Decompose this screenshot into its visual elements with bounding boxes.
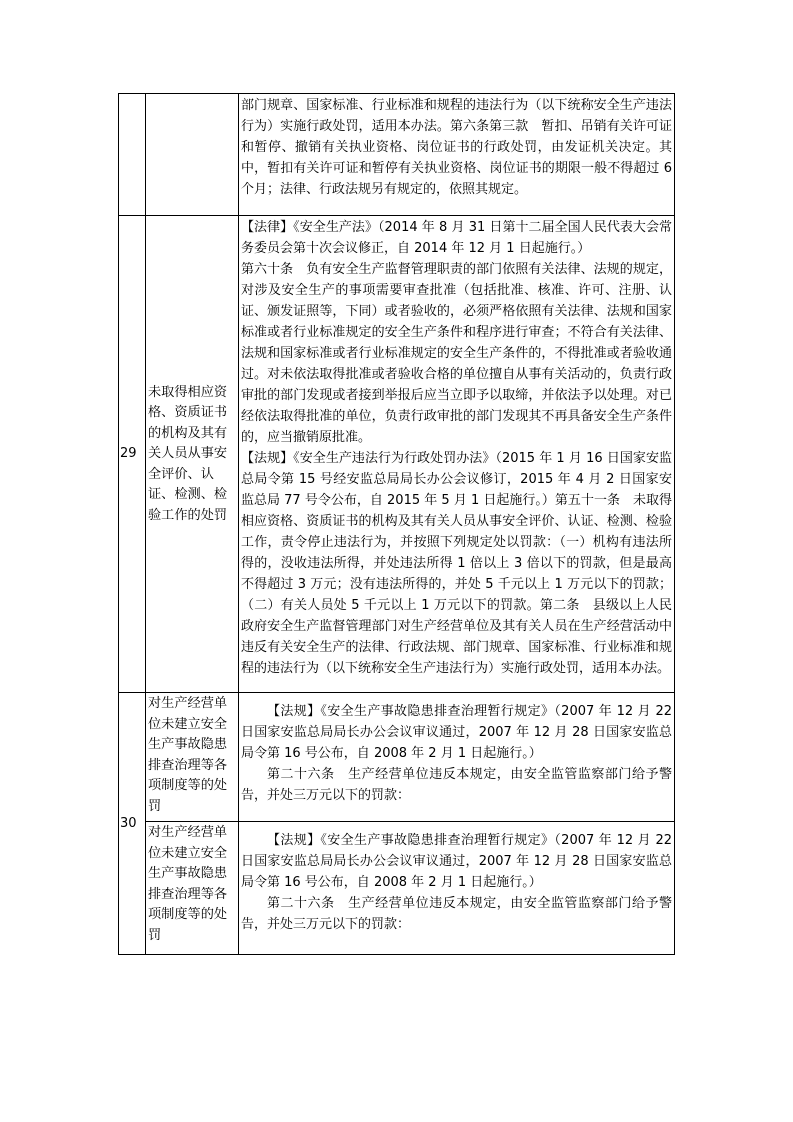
table-row (119, 94, 675, 216)
legal-basis-cell (239, 94, 675, 216)
legal-paragraph: 第二十六条 生产经营单位违反本规定，由安全监管监察部门给予警告，并处三万元以下的罚款： (241, 767, 672, 803)
penalty-table (118, 93, 675, 955)
legal-basis-cell (239, 216, 675, 693)
item-name-cell (146, 94, 239, 216)
legal-basis-cell (239, 693, 675, 822)
table-row (119, 216, 675, 693)
row-number-cell: 29 (119, 216, 146, 693)
item-name-cell: 未取得相应资格、资质证书的机构及其有关人员从事安全评价、认证、检测、检验工作的处罚 (146, 216, 239, 693)
row-number-cell: 30 (119, 693, 146, 955)
item-name-cell: 对生产经营单位未建立安全生产事故隐患排查治理等各项制度等的处罚 (146, 693, 239, 822)
item-name-cell: 对生产经营单位未建立安全生产事故隐患排查治理等各项制度等的处罚 (146, 822, 239, 955)
legal-paragraph: 第六十条 负有安全生产监督管理职责的部门依照有关法律、法规的规定，对涉及安全生产的事项需要审查批准（包括批准、核准、许可、注册、认证、颁发证照等，下同）或者验收的，必须严格依照有关法律、法规和国家标准或者行业标准规定的安全生产条件和程序进行审查；不符合有关法律、法规和国家标准或者行业标准规定的安全生产条件的，不得批准或者验收通过。对未依法取得批准或者验收合格的单位擅自从事有关活动的，负责行政审批的部门发现或者接到举报后应当立即予以取缔，并依法予以处理。对已经依法取得批准的单位，负责行政审批的部门发现其不再具备安全生产条件的，应当撤销原批准。 (241, 262, 672, 445)
table-row (119, 693, 675, 822)
legal-paragraph: 【法规】《安全生产违法行为行政处罚办法》（2015 年 1 月 16 日国家安监总局令第 15 号经安监总局局长办公会议修订，2015 年 4 月 2 日国家安监总局 77 号令公布，自 2015 年 5 月 1 日起施行。）第五十一条 未取得相应资格、资质证书的机构及其有关人员从事安全评价、认证、检测、检验工作，责令停止违法行为，并按照下列规定处以罚款：（一）机构有违法所得的，没收违法所得，并处违法所得 1 倍以上 3 倍以下的罚款，但是最高不得超过 3 万元；没有违法所得的，并处 5 千元以上 1 万元以下的罚款；（二）有关人员处 5 千元以上 1 万元以下的罚款。第二条 县级以上人民政府安全生产监督管理部门对生产经营单位及其有关人员在生产经营活动中违反有关安全生产的法律、行政法规、部门规章、国家标准、行业标准和规程的违法行为（以下统称安全生产违法行为）实施行政处罚，适用本办法。 (241, 451, 672, 676)
legal-paragraph: 第二十六条 生产经营单位违反本规定，由安全监管监察部门给予警告，并处三万元以下的罚款： (241, 896, 672, 932)
row-number-cell (119, 94, 146, 216)
legal-paragraph: 【法规】《安全生产事故隐患排查治理暂行规定》（2007 年 12 月 22 日国家安监总局局长办公会议审议通过，2007 年 12 月 28 日国家安监总局令第 16 号公布，自 2008 年 2 月 1 日起施行。） (241, 704, 672, 761)
legal-paragraph: 部门规章、国家标准、行业标准和规程的违法行为（以下统称安全生产违法行为）实施行政处罚，适用本办法。第六条第三款 暂扣、吊销有关许可证和暂停、撤销有关执业资格、岗位证书的行政处罚，由发证机关决定。其中，暂扣有关许可证和暂停有关执业资格、岗位证书的期限一般不得超过 6 个月；法律、行政法规另有规定的，依照其规定。 (241, 98, 672, 197)
legal-paragraph: 【法规】《安全生产事故隐患排查治理暂行规定》（2007 年 12 月 22 日国家安监总局局长办公会议审议通过，2007 年 12 月 28 日国家安监总局令第 16 号公布，自 2008 年 2 月 1 日起施行。） (241, 833, 672, 890)
legal-paragraph: 【法律】《安全生产法》（2014 年 8 月 31 日第十二届全国人民代表大会常务委员会第十次会议修正，自 2014 年 12 月 1 日起施行。） (241, 220, 672, 256)
legal-basis-cell (239, 822, 675, 955)
table-row (119, 822, 675, 955)
